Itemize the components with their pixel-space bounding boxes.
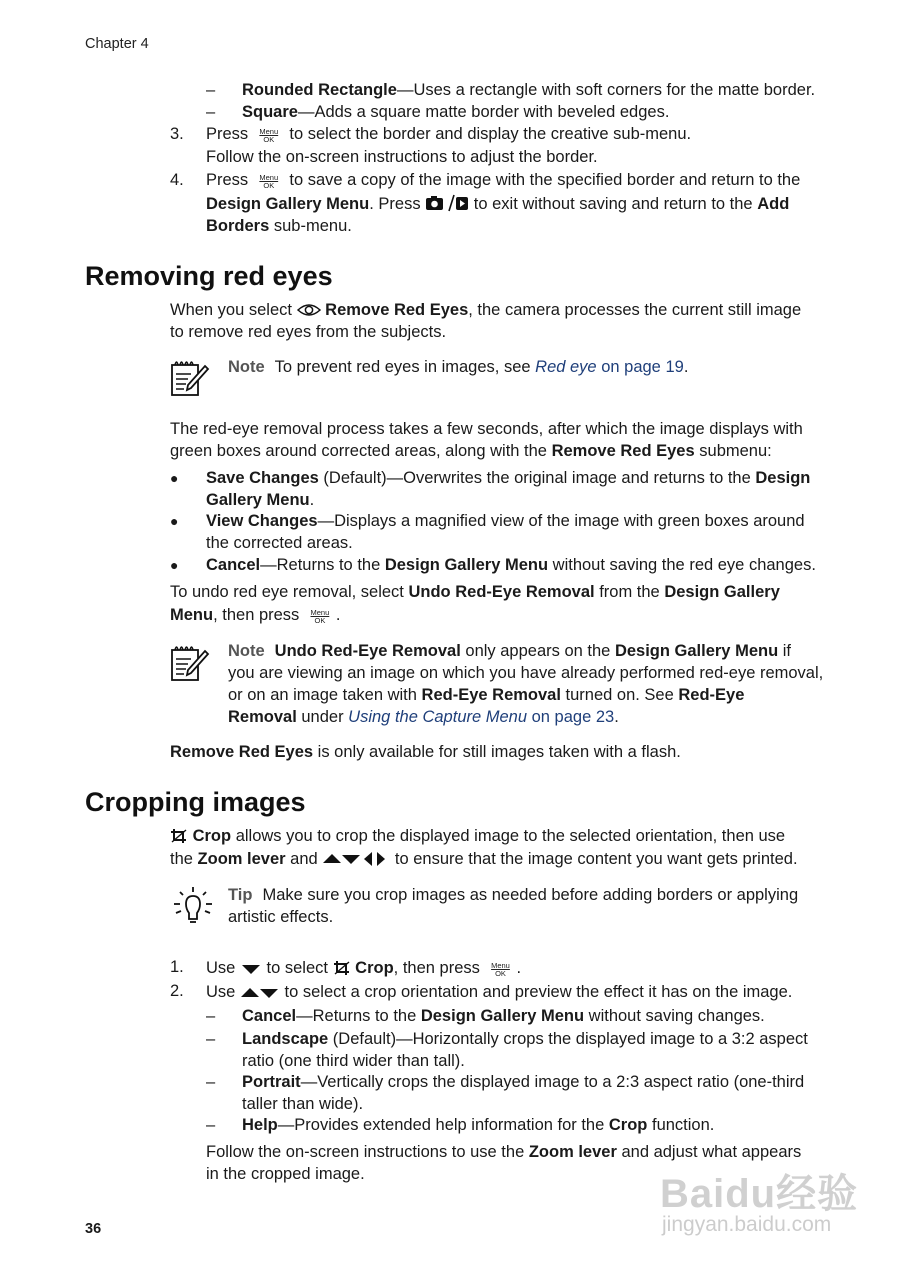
dash-marker: –: [206, 1116, 216, 1134]
step4-line3: Borders sub-menu.: [206, 217, 352, 235]
step3-line2: Follow the on-screen instructions to adjust the border.: [206, 148, 598, 166]
capture-menu-link[interactable]: Using the Capture Menu on page 23: [348, 708, 615, 726]
flash-only-line: Remove Red Eyes is only available for still images taken with a flash.: [170, 743, 681, 761]
crop-icon: [170, 828, 188, 844]
step-number: 2.: [170, 982, 184, 1000]
crop-option-landscape: Landscape (Default)—Horizontally crops the displayed image to a 3:2 aspect: [242, 1030, 808, 1048]
crop-option-portrait-line2: taller than wide).: [242, 1095, 364, 1113]
step4-line1: Press Menu OK to save a copy of the image with the specified border and return to the: [206, 171, 801, 190]
menu-ok-button-icon: Menu OK: [259, 127, 279, 144]
save-changes-item-line2: Gallery Menu.: [206, 491, 315, 509]
section-heading-red-eyes: Removing red eyes: [85, 261, 333, 291]
note-undo-line3: or on an image taken with Red-Eye Removal turned on. See Red-Eye: [228, 686, 745, 704]
crop-intro-line2: the Zoom lever and to ensure that the image content you want gets printed.: [170, 850, 798, 868]
process-line2: green boxes around corrected areas, along with the Remove Red Eyes submenu:: [170, 442, 772, 460]
step-number: 1.: [170, 958, 184, 976]
note-icon: [168, 356, 210, 400]
cancel-item: Cancel—Returns to the Design Gallery Menu without saving the red eye changes.: [206, 556, 816, 574]
dash-marker: –: [206, 1030, 216, 1048]
arrow-keys-icon: [322, 851, 390, 867]
undo-line1: To undo red eye removal, select Undo Red-Eye Removal from the Design Gallery: [170, 583, 780, 601]
dash-marker: –: [206, 81, 216, 99]
crop-option-help: Help—Provides extended help information for the Crop function.: [242, 1116, 715, 1134]
red-eyes-intro: When you select Remove Red Eyes, the camera processes the current still image: [170, 301, 802, 319]
menu-ok-button-icon: Menu OK: [310, 608, 330, 625]
menu-ok-button-icon: Menu OK: [491, 961, 510, 978]
rounded-rectangle-item: Rounded Rectangle—Uses a rectangle with soft corners for the matte border.: [242, 81, 816, 99]
eye-icon: [297, 302, 321, 318]
chapter-header: Chapter 4: [85, 36, 149, 52]
crop-intro-line1: Crop allows you to crop the displayed image to the selected orientation, then use: [170, 825, 785, 847]
note-undo-line2: you are viewing an image on which you have already performed red-eye removal,: [228, 664, 824, 682]
follow-line1: Follow the on-screen instructions to use the Zoom lever and adjust what appears: [206, 1143, 802, 1161]
step-number: 4.: [170, 171, 184, 189]
camera-playback-icon: [425, 194, 469, 212]
view-changes-item-line2: the corrected areas.: [206, 534, 353, 552]
crop-step1: Use to select Crop, then press Menu OK .: [206, 959, 522, 978]
baidu-watermark-url: jingyan.baidu.com: [662, 1213, 832, 1236]
crop-option-cancel: Cancel—Returns to the Design Gallery Menu without saving changes.: [242, 1007, 765, 1025]
view-changes-item: View Changes—Displays a magnified view of the image with green boxes around: [206, 512, 805, 530]
page-number: 36: [85, 1221, 102, 1237]
crop-step2: Use to select a crop orientation and preview the effect it has on the image.: [206, 983, 793, 1001]
follow-line2: in the cropped image.: [206, 1165, 365, 1183]
step4-line2: Design Gallery Menu. Press to exit without saving and return to the Add: [206, 195, 790, 213]
bullet-marker: ●: [170, 557, 179, 573]
step3-line1: Press Menu OK to select the border and display the creative sub-menu.: [206, 125, 692, 144]
dash-marker: –: [206, 1073, 216, 1091]
red-eyes-intro-line2: to remove red eyes from the subjects.: [170, 323, 447, 341]
bullet-marker: ●: [170, 513, 179, 529]
crop-option-portrait: Portrait—Vertically crops the displayed image to a 2:3 aspect ratio (one-third: [242, 1073, 805, 1091]
square-item: Square—Adds a square matte border with beveled edges.: [242, 103, 670, 121]
bullet-marker: ●: [170, 470, 179, 486]
step-number: 3.: [170, 125, 184, 143]
tip-line1: Tip Make sure you crop images as needed before adding borders or applying: [228, 886, 799, 904]
lightbulb-tip-icon: [172, 886, 214, 932]
crop-icon: [333, 960, 351, 976]
up-down-arrows-icon: [240, 986, 280, 1000]
note-undo-line1: Note Undo Red-Eye Removal only appears on the Design Gallery Menu if: [228, 642, 791, 660]
baidu-watermark: Baidu经验: [660, 1172, 859, 1216]
note-icon: [168, 641, 210, 685]
note-undo-line4: Removal under Using the Capture Menu on page 23.: [228, 708, 619, 726]
undo-line2: Menu, then press Menu OK .: [170, 606, 341, 625]
note-red-eye: Note To prevent red eyes in images, see Red eye on page 19.: [228, 358, 689, 376]
tip-line2: artistic effects.: [228, 908, 334, 926]
red-eye-link[interactable]: Red eye on page 19: [535, 358, 684, 376]
down-arrow-icon: [240, 962, 262, 976]
process-line1: The red-eye removal process takes a few seconds, after which the image displays with: [170, 420, 803, 438]
section-heading-cropping: Cropping images: [85, 787, 306, 817]
menu-ok-button-icon: Menu OK: [259, 173, 279, 190]
crop-option-landscape-line2: ratio (one third wider than tall).: [242, 1052, 465, 1070]
dash-marker: –: [206, 1007, 216, 1025]
save-changes-item: Save Changes (Default)—Overwrites the original image and returns to the Design: [206, 469, 811, 487]
dash-marker: –: [206, 103, 216, 121]
